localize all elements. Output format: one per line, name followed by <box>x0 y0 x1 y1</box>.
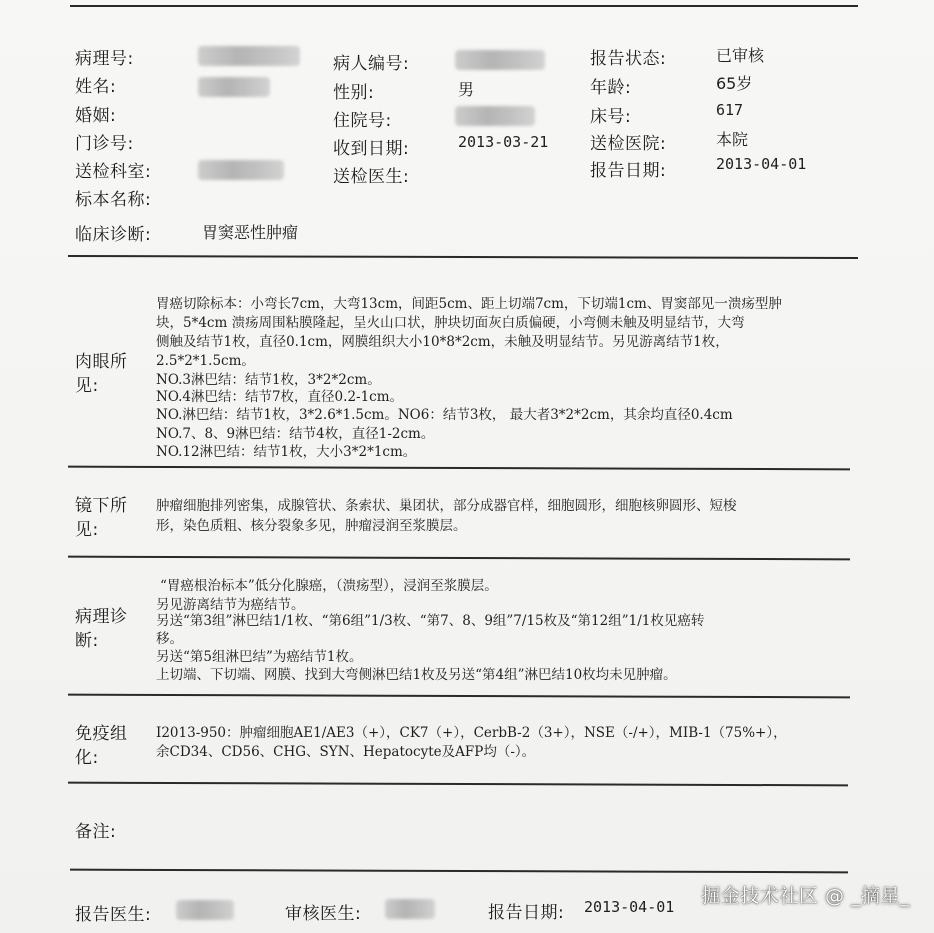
gross-rule <box>68 466 850 471</box>
footer-report-date-label: 报告日期: <box>488 903 565 923</box>
gross-findings-label-line1: 肉眼所 <box>75 352 128 372</box>
redacted-patient-no <box>455 50 545 70</box>
bed-no-label: 床号: <box>590 107 632 127</box>
report-date-label: 报告日期: <box>590 161 667 181</box>
sex-value: 男 <box>458 80 475 99</box>
patient-no-label: 病人编号: <box>333 54 410 74</box>
footer-report-date-value: 2013-04-01 <box>584 898 675 916</box>
header-rule <box>68 255 858 259</box>
diagnosis-line: 另送“第3组”淋巴结1/1枚、“第6组”1/3枚、“第7、8、9组”7/15枚及“第12组”1/1枚见癌转 <box>156 613 705 629</box>
marital-label: 婚姻: <box>75 106 117 126</box>
inpatient-no-label: 住院号: <box>333 111 392 131</box>
received-date-label: 收到日期: <box>333 139 410 159</box>
gross-line: 侧触及结节1枚，直径0.1cm，网膜组织大小10*8*2cm，未触及明显结节。另见游离结节1枚， <box>156 334 729 350</box>
age-label: 年龄: <box>590 78 632 98</box>
micro-rule <box>68 556 850 561</box>
redacted-sending-dept <box>198 160 284 180</box>
clinical-diagnosis-value: 胃窦恶性肿瘤 <box>202 223 299 242</box>
sending-hospital-value: 本院 <box>716 130 749 149</box>
diagnosis-line: 上切端、下切端、网膜、找到大弯侧淋巴结1枚及另送“第4组”淋巴结10枚均未见肿瘤。 <box>156 667 677 683</box>
pathology-diagnosis-label-line1: 病理诊 <box>75 607 128 627</box>
sending-dept-label: 送检科室: <box>75 162 152 182</box>
review-doctor-label: 审核医生: <box>285 904 362 924</box>
report-date-value: 2013-04-01 <box>716 155 807 173</box>
redacted-inpatient-no <box>455 106 535 126</box>
bed-no-value: 617 <box>716 101 744 119</box>
gross-line: NO.3淋巴结：结节1枚，3*2*2cm。 <box>156 372 381 388</box>
diagnosis-line: 移。 <box>156 631 183 647</box>
immuno-line: 余CD34、CD56、CHG、SYN、Hepatocyte及AFP均（-）。 <box>156 744 536 760</box>
report-status-label: 报告状态: <box>590 49 667 69</box>
gross-line: NO.12淋巴结：结节1枚，大小3*2*1cm。 <box>156 444 417 460</box>
redacted-review-doctor <box>385 899 435 919</box>
immuno-rule <box>68 782 848 787</box>
immuno-label-line2: 化: <box>75 748 99 768</box>
sex-label: 性别: <box>333 83 375 103</box>
gross-line: NO.7、8、9淋巴结：结节4枚，直径1-2cm。 <box>156 426 435 442</box>
sending-hospital-label: 送检医院: <box>590 134 667 154</box>
name-label: 姓名: <box>75 77 117 97</box>
outpatient-no-label: 门诊号: <box>75 134 134 154</box>
diagnosis-line: 另见游离结节为癌结节。 <box>156 597 305 613</box>
microscopic-line: 形，染色质粗、核分裂象多见，肿瘤浸润至浆膜层。 <box>156 518 467 534</box>
gross-line: 2.5*2*1.5cm。 <box>156 353 255 369</box>
microscopic-line: 肿瘤细胞排列密集，成腺管状、条索状、巢团状，部分成器官样，细胞圆形，细胞核卵圆形、短梭 <box>156 498 737 514</box>
gross-findings-label-line2: 见: <box>75 376 99 396</box>
footer-rule <box>70 869 848 874</box>
gross-line: 块，5*4cm 溃疡周围粘膜隆起，呈火山口状，肿块切面灰白质偏硬，小弯侧未触及明显结节，大弯 <box>156 315 745 331</box>
microscopic-findings-label-line1: 镜下所 <box>75 496 128 516</box>
specimen-name-label: 标本名称: <box>75 190 152 210</box>
received-date-value: 2013-03-21 <box>458 133 549 151</box>
diagnosis-line: “胃癌根治标本”低分化腺癌，（溃疡型），浸润至浆膜层。 <box>160 578 498 594</box>
gross-line: NO.淋巴结：结节1枚，3*2.6*1.5cm。NO6：结节3枚， 最大者3*2*2cm，其余均直径0.4cm <box>156 407 733 423</box>
pathology-no-label: 病理号: <box>75 49 134 69</box>
watermark-text: 掘金技术社区 @ _摘星_ <box>701 885 910 907</box>
redacted-report-doctor <box>176 900 234 920</box>
report-status-value: 已审核 <box>716 46 765 65</box>
immuno-label-line1: 免疫组 <box>75 724 128 744</box>
microscopic-findings-label-line2: 见: <box>75 520 99 540</box>
pathology-diagnosis-label-line2: 断: <box>75 631 99 651</box>
report-doctor-label: 报告医生: <box>75 905 152 925</box>
redacted-pathology-no <box>198 46 300 66</box>
diagnosis-rule <box>68 694 850 699</box>
sending-doctor-label: 送检医生: <box>333 167 410 187</box>
immuno-line: I2013-950：肿瘤细胞AE1/AE3（+），CK7（+），CerbB-2（3+），NSE（-/+），MIB-1（75%+）， <box>156 725 787 741</box>
age-value: 65岁 <box>716 74 753 93</box>
gross-line: NO.4淋巴结：结节7枚，直径0.2-1cm。 <box>156 389 404 405</box>
top-rule <box>70 5 858 7</box>
diagnosis-line: 另送“第5组淋巴结”为癌结节1枚。 <box>156 649 363 665</box>
gross-line: 胃癌切除标本：小弯长7cm，大弯13cm，间距5cm、距上切端7cm，下切端1cm、胃窦部见一溃疡型肿 <box>156 296 782 312</box>
redacted-name <box>198 77 270 97</box>
remarks-label: 备注: <box>75 822 117 842</box>
clinical-diagnosis-label: 临床诊断: <box>75 225 152 245</box>
